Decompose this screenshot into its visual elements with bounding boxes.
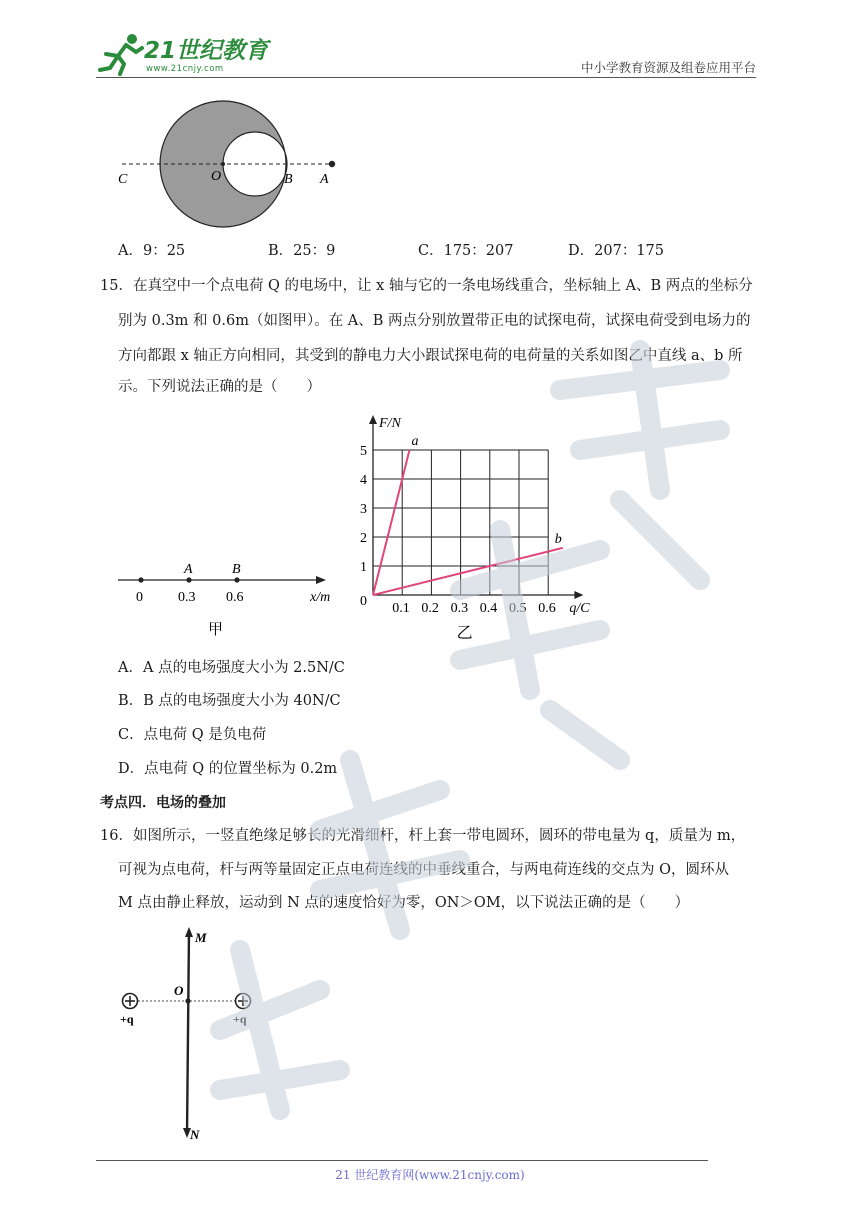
q15-option-c: C．点电荷 Q 是负电荷 (118, 727, 267, 743)
q14-option-c: C．175：207 (418, 243, 514, 259)
caption-yi: 乙 (456, 625, 473, 642)
y-axis-arrow-icon (369, 415, 377, 424)
q16-line-2: 可视为点电荷，杆与两等量固定正点电荷连线的中垂线重合，与两电荷连线的交点为 O，圆环从 (118, 862, 729, 878)
section-title: 考点四．电场的叠加 (100, 795, 226, 811)
label-b: B (284, 172, 293, 187)
series-label-b: b (554, 531, 562, 547)
q15-option-b: B．B 点的电场强度大小为 40N/C (118, 693, 341, 709)
y-tick-label: 2 (360, 531, 367, 546)
y-tick-label: 0 (360, 594, 367, 609)
label-o: O (211, 169, 222, 184)
x-tick-label: 0.2 (421, 601, 439, 616)
axis-arrow-icon (316, 576, 326, 584)
plus-charge-left-icon (123, 994, 138, 1009)
x-axis-label: q/C (569, 601, 590, 616)
charge-label-left: +q (120, 1012, 134, 1026)
label-n: N (190, 1127, 200, 1142)
tick-0.3: 0.3 (178, 590, 196, 605)
x-axis-arrow-icon (574, 591, 583, 599)
plus-charge-right-icon (236, 994, 251, 1009)
site-name: 中小学教育资源及组卷应用平台 (580, 60, 756, 75)
x-tick-label: 0.6 (538, 601, 556, 616)
tick-0.6: 0.6 (226, 590, 244, 605)
point-a (329, 161, 335, 167)
series-line-b (373, 548, 563, 595)
y-axis-label: F/N (379, 416, 401, 431)
y-tick-label: 3 (360, 502, 367, 517)
rod (187, 930, 189, 1135)
series-line-a (373, 450, 410, 595)
runner-logo-icon (96, 30, 146, 76)
label-m: M (195, 930, 207, 945)
q14-option-b: B．25：9 (268, 243, 336, 259)
circle-figure (110, 100, 350, 230)
q15-option-d: D．点电荷 Q 的位置坐标为 0.2m (118, 761, 338, 777)
label-c: C (118, 172, 128, 187)
y-tick-label: 1 (360, 560, 367, 575)
x-tick-label: 0.3 (450, 601, 469, 616)
footer-divider (96, 1160, 708, 1161)
fig-jia (112, 556, 352, 646)
x-tick-label: 0.5 (509, 601, 527, 616)
q16-line-1: 16．如图所示，一竖直绝缘足够长的光滑细杆，杆上套一带电圆环，圆环的带电量为 q，质量为 m， (100, 828, 746, 844)
charge-label-right: +q (233, 1012, 247, 1026)
q15-line-3: 方向都跟 x 轴正方向相同，其受到的静电力大小跟试探电荷的电荷量的关系如图乙中直线 a、b 所 (118, 348, 743, 364)
header-divider (96, 77, 756, 78)
q16-line-3: M 点由静止释放，运动到 N 点的速度恰好为零，ON＞OM，以下说法正确的是（ ） (118, 895, 690, 911)
label-a: A (320, 172, 329, 187)
fig-yi-chart (345, 405, 635, 650)
q15-option-a: A．A 点的电场强度大小为 2.5N/C (118, 660, 345, 676)
q14-option-d: D．207：175 (568, 243, 664, 259)
caption-jia: 甲 (208, 622, 224, 638)
y-tick-label: 5 (360, 444, 367, 459)
rod-figure (110, 925, 270, 1150)
q15-line-1: 15．在真空中一个点电荷 Q 的电场中，让 x 轴与它的一条电场线重合，坐标轴上 A、B 两点的坐标分 (100, 278, 753, 294)
logo-text: 21世纪教育 (144, 38, 269, 64)
point-b-label: B (232, 562, 241, 577)
axis-label: x/m (310, 590, 331, 605)
point-a-label: A (184, 562, 193, 577)
y-tick-label: 4 (360, 473, 367, 488)
q15-line-4: 示。下列说法正确的是（ ） (118, 379, 321, 395)
tick-0: 0 (136, 590, 143, 605)
q14-option-a: A．9：25 (118, 243, 186, 259)
x-tick-label: 0.4 (479, 601, 498, 616)
footer-text: 21 世纪教育网(www.21cnjy.com) (335, 1168, 525, 1182)
logo-url: www.21cnjy.com (146, 64, 224, 74)
label-o: O (174, 983, 184, 998)
series-label-a: a (411, 434, 419, 449)
q15-line-2: 别为 0.3m 和 0.6m（如图甲）。在 A、B 两点分别放置带正电的试探电荷，试探电荷受到电场力的 (118, 313, 751, 329)
x-tick-label: 0.1 (392, 601, 410, 616)
